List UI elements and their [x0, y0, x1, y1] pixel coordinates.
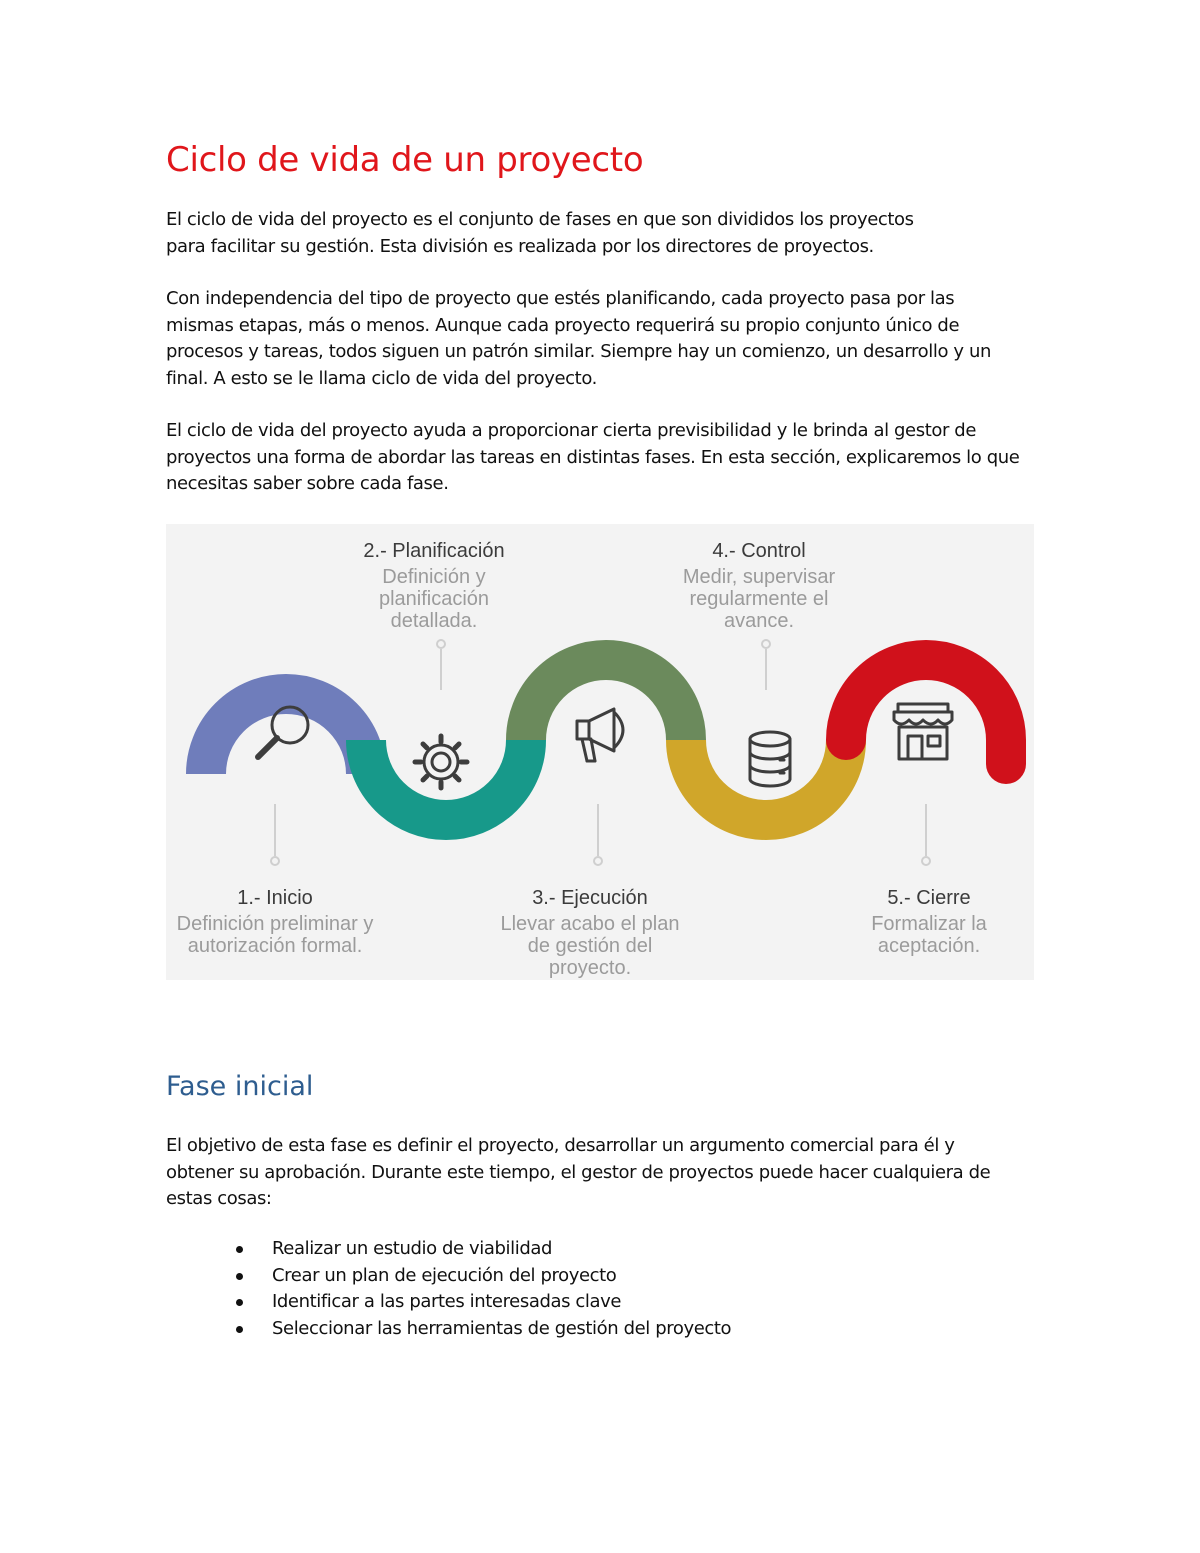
phase-description-line: proyecto. [548, 957, 632, 979]
phase-2-arc [366, 740, 526, 820]
project-lifecycle-diagram [166, 524, 1034, 980]
phase-description-line: aceptación. [877, 935, 981, 957]
phase-title: 4.- Control [712, 540, 806, 562]
text-line: mismas etapas, más o menos. Aunque cada proyecto requerirá su propio conjunto único de [166, 314, 960, 336]
list-item: Seleccionar las herramientas de gestión del proyecto [228, 1316, 731, 1343]
text-line: proyectos una forma de abordar las tareas en distintas fases. En esta sección, explicaremos lo que [166, 446, 1020, 468]
phase-title: 2.- Planificación [363, 540, 505, 562]
phase-description-line: Formalizar la [871, 913, 987, 935]
list-item: Realizar un estudio de viabilidad [228, 1236, 731, 1263]
phase-description-line: detallada. [390, 610, 478, 632]
phase-description-line: Llevar acabo el plan [500, 913, 680, 935]
text-line: El ciclo de vida del proyecto ayuda a proporcionar cierta previsibilidad y le brinda al gestor de [166, 420, 976, 441]
gear-icon [415, 736, 467, 788]
text-line: obtener su aprobación. Durante este tiempo, el gestor de proyectos puede hacer cualquiera de [166, 1161, 991, 1183]
phase-4-arc [686, 740, 846, 820]
text-line: El ciclo de vida del proyecto es el conjunto de fases en que son divididos los proyectos [166, 209, 914, 230]
connector-dot [271, 857, 279, 865]
phase-title: 3.- Ejecución [532, 887, 648, 909]
section-paragraph [166, 1133, 1046, 1213]
list-item: Crear un plan de ejecución del proyecto [228, 1263, 731, 1290]
phase-description-line: avance. [723, 610, 795, 632]
connector-dot [594, 857, 602, 865]
text-line: estas cosas: [166, 1188, 272, 1209]
connector-dot [922, 857, 930, 865]
text-line: final. A esto se le llama ciclo de vida del proyecto. [166, 367, 597, 389]
bullet-list [228, 1236, 731, 1342]
phase-description-line: autorización formal. [187, 935, 363, 957]
phase-description-line: Definición preliminar y [176, 913, 374, 935]
intro-paragraph-3 [166, 418, 1046, 498]
text-line: necesitas saber sobre cada fase. [166, 473, 449, 494]
phase-description-line: regularmente el [689, 588, 829, 610]
store-icon [894, 704, 952, 759]
section-heading: Fase inicial [166, 1071, 314, 1102]
page-title: Ciclo de vida de un proyecto [166, 140, 644, 180]
phase-description-line: de gestión del [527, 935, 653, 957]
text-line: Con independencia del tipo de proyecto que estés planificando, cada proyecto pasa por las [166, 288, 955, 309]
megaphone-icon [577, 709, 623, 761]
connector-dot [437, 640, 445, 648]
phase-3-arc [526, 660, 686, 740]
database-icon [750, 732, 790, 786]
phase-description-line: Definición y [382, 566, 486, 588]
text-line: El objetivo de esta fase es definir el proyecto, desarrollar un argumento comercial para él y [166, 1135, 955, 1156]
phase-description-line: Medir, supervisar [682, 566, 836, 588]
phase-title: 5.- Cierre [887, 887, 971, 909]
phase-description-line: planificación [378, 588, 490, 610]
text-line: procesos y tareas, todos siguen un patrón similar. Siempre hay un comienzo, un desarrollo y un [166, 341, 991, 362]
intro-paragraph-1 [166, 207, 1046, 260]
list-item: Identificar a las partes interesadas clave [228, 1289, 731, 1316]
connector-dot [762, 640, 770, 648]
intro-paragraph-2 [166, 286, 1046, 392]
phase-title: 1.- Inicio [237, 887, 313, 909]
lifecycle-svg [166, 524, 1034, 980]
text-line: para facilitar su gestión. Esta división es realizada por los directores de proyectos. [166, 235, 874, 257]
